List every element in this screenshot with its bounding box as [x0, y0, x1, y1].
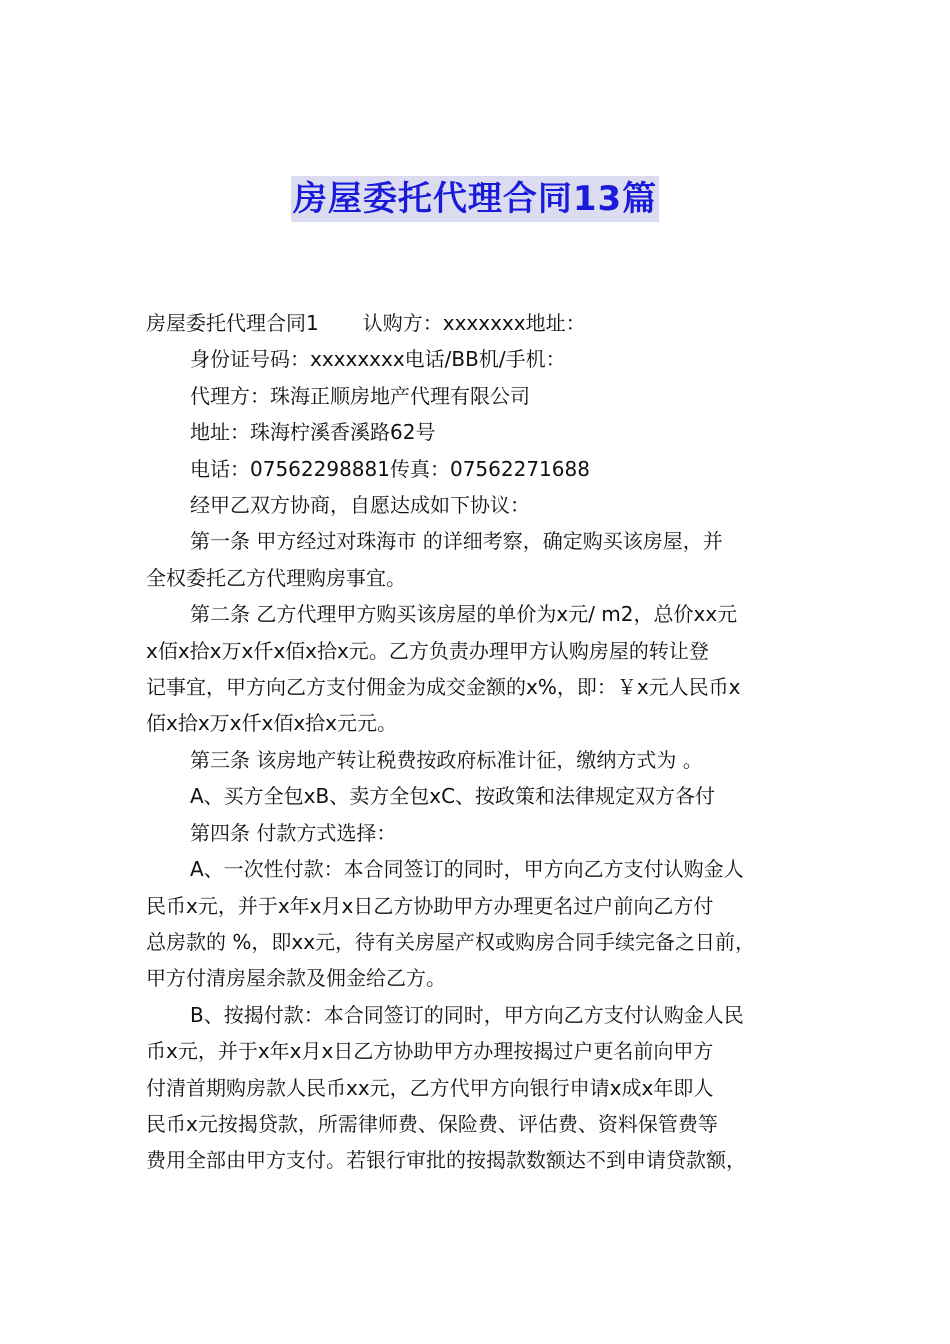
paragraph-line: 民币x元按揭贷款，所需律师费、保险费、评估费、资料保管费等 [146, 1111, 718, 1136]
paragraph-line: 付清首期购房款人民币xx元，乙方代甲方向银行申请x成x年即人 [146, 1075, 714, 1100]
paragraph-line: 经甲乙双方协商，自愿达成如下协议： [190, 493, 530, 518]
paragraph-line: B、按揭付款：本合同签订的同时，甲方向乙方支付认购金人民 [190, 1002, 744, 1027]
paragraph-line: 全权委托乙方代理购房事宜。 [146, 565, 406, 590]
paragraph-line: x佰x拾x万x仟x佰x拾x元。乙方负责办理甲方认购房屋的转让登 [146, 638, 709, 663]
paragraph-line: 佰x拾x万x仟x佰x拾x元元。 [146, 711, 398, 736]
paragraph-line: 第二条 乙方代理甲方购买该房屋的单价为x元/ m2，总价xx元 [190, 602, 738, 627]
section-heading: 房屋委托代理合同1 [146, 311, 319, 335]
paragraph-line: 民币x元，并于x年x月x日乙方协助甲方办理更名过户前向乙方付 [146, 893, 714, 918]
paragraph-line: 地址：珠海柠溪香溪路62号 [190, 420, 436, 445]
document-body [146, 305, 822, 1179]
paragraph-line: 身份证号码：xxxxxxxx电话/BB机/手机： [190, 347, 566, 372]
buyer-line: 认购方：xxxxxxx地址： [362, 311, 586, 335]
paragraph-line: 第一条 甲方经过对珠海市 的详细考察，确定购买该房屋，并 [190, 529, 723, 554]
paragraph-line: 总房款的 %，即xx元，待有关房屋产权或购房合同手续完备之日前， [146, 929, 756, 954]
document-title: 房屋委托代理合同13篇 [291, 176, 659, 222]
paragraph-line [146, 305, 822, 341]
paragraph-line: 记事宜，甲方向乙方支付佣金为成交金额的x%，即：￥x元人民币x [146, 675, 741, 700]
paragraph-line: 第四条 付款方式选择： [190, 820, 397, 845]
paragraph-line: A、一次性付款：本合同签订的同时，甲方向乙方支付认购金人 [190, 857, 744, 882]
paragraph-line: 代理方：珠海正顺房地产代理有限公司 [190, 383, 530, 408]
paragraph-line: 甲方付清房屋余款及佣金给乙方。 [146, 966, 446, 991]
paragraph-line: 费用全部由甲方支付。若银行审批的按揭款数额达不到申请贷款额， [146, 1148, 746, 1173]
paragraph-line: 电话：07562298881传真：07562271688 [190, 456, 590, 481]
paragraph-line: A、买方全包xB、卖方全包xC、按政策和法律规定双方各付 [190, 784, 716, 809]
paragraph-line: 第三条 该房地产转让税费按政府标准计征，缴纳方式为 。 [190, 747, 703, 772]
title-wrapper [0, 176, 950, 222]
paragraph-line: 币x元，并于x年x月x日乙方协助甲方办理按揭过户更名前向甲方 [146, 1039, 714, 1064]
